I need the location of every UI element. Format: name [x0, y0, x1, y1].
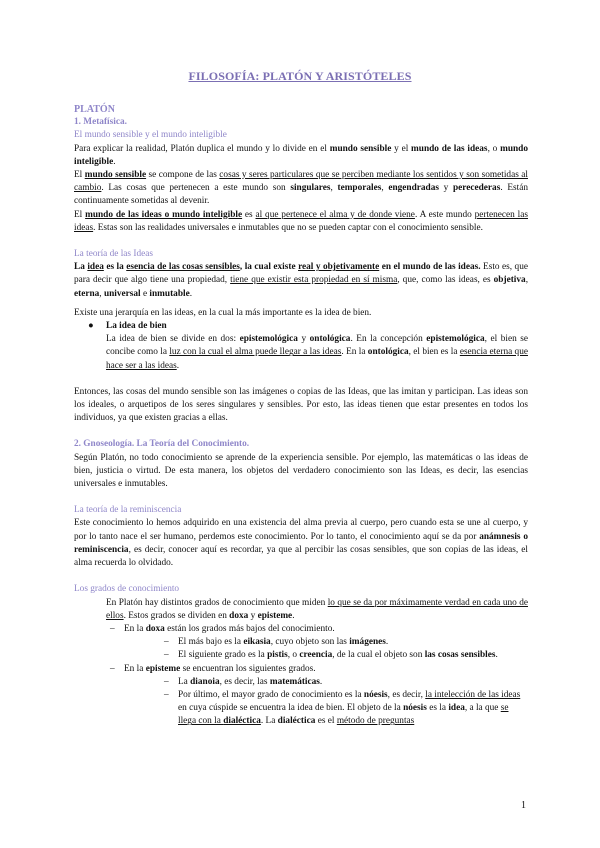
- subheading-grados: Los grados de conocimiento: [74, 584, 180, 595]
- section-heading-platon: PLATÓN: [74, 104, 115, 115]
- list-item: – En la episteme se encuentran los siguientes grados.: [110, 663, 316, 674]
- paragraph: En Platón hay distintos grados de conocimiento que miden lo que se da por máximamente verdad en cada uno de ellos. Estos grados se dividen en doxa y episteme.: [106, 597, 528, 621]
- bullet-icon: ●: [88, 321, 94, 332]
- paragraph: Este conocimiento lo hemos adquirido en una existencia del alma previa al cuerpo, pero cuando esta se une al cuerpo, y por lo tanto nace el ser humano, perdemos este conocimiento. Por lo tanto, el conocimiento aquí se da por anámnesis o reminiscencia, es decir, conocer aquí es recordar, ya que al percibir las cosas sensibles, que son copias de las ideas, el alma recuerda lo olvidado.: [74, 518, 528, 569]
- list-item: – En la doxa están los grados más bajos del conocimiento.: [110, 623, 335, 634]
- paragraph: El mundo sensible se compone de las cosas y seres particulares que se perciben mediante los sentidos y son sometidas al cambio. Las cosas que pertenecen a este mundo son singulares, temporales, engendradas y perecederas. Están continuamente sometidas al devenir.: [74, 170, 528, 207]
- paragraph: El mundo de las ideas o mundo inteligible es al que pertenece el alma y de donde viene. A este mundo pertenecen las ideas. Estas son las realidades universales e inmutables que no se pueden captar con el conocimiento sensible.: [74, 209, 528, 233]
- document-title: FILOSOFÍA: PLATÓN Y ARISTÓTELES: [188, 69, 412, 83]
- list-item: – Por último, el mayor grado de conocimiento es la nóesis, es decir, la intelección de las ideas en cuya cúspide se encuentra la idea de bien. El objeto de la nóesis es la idea, a la que se llega con la dialéctica. La dialéctica es el método de preguntas: [164, 689, 521, 727]
- bullet-item-idea-bien: [74, 320, 528, 373]
- subheading-reminiscencia: La teoría de la reminiscencia: [74, 505, 182, 516]
- paragraph: Según Platón, no todo conocimiento se aprende de la experiencia sensible. Por ejemplo, las matemáticas o las ideas de bien, justicia o virtud. De esta manera, los objetos del verdadero conocimiento son las Ideas, es decir, las esencias universales e inmutables.: [74, 452, 528, 490]
- paragraph: Entonces, las cosas del mundo sensible son las imágenes o copias de las Ideas, que las imitan y participan. Las ideas son los ideales, o arquetipos de los seres singulares y sensibles. Por esto, las ideas tienen que estar presentes en todos los individuos, ya que existen gracias a ellas.: [74, 386, 528, 424]
- subheading-teoria-ideas: La teoría de las Ideas: [74, 249, 153, 260]
- paragraph: Para explicar la realidad, Platón duplica el mundo y lo divide en el mundo sensible y el mundo de las ideas, o mundo inteligible.: [74, 143, 528, 167]
- list-item: – La dianoia, es decir, las matemáticas.: [164, 676, 323, 687]
- paragraph: La idea es la esencia de las cosas sensibles, la cual existe real y objetivamente en el mundo de las ideas. Esto es, que para decir que algo tiene una propiedad, tiene que existir esta propiedad en sí misma, que, como las ideas, es objetiva, eterna, universal e inmutable.: [74, 262, 529, 299]
- heading-gnoseologia: 2. Gnoseología. La Teoría del Conocimiento.: [74, 439, 250, 450]
- page-number: 1: [521, 800, 526, 811]
- list-item: – El siguiente grado es la pistis, o creencia, de la cual el objeto son las cosas sensibles.: [164, 650, 498, 661]
- paragraph: Existe una jerarquía en las ideas, en la cual la más importante es la idea de bien.: [74, 307, 372, 318]
- list-item: – El más bajo es la eikasia, cuyo objeto son las imágenes.: [164, 637, 389, 648]
- bullet-title: La idea de bien: [106, 321, 167, 332]
- heading-metafisica: 1. Metafísica.: [74, 117, 127, 128]
- subheading-mundos: El mundo sensible y el mundo inteligible: [74, 130, 227, 141]
- bullet-text: La idea de bien se divide en dos: epistemológica y ontológica. En la concepción epistemológica, el bien se concibe como la luz con la cual el alma puede llegar a las ideas. En la ontológica, el bien es la esencia eterna que hace ser a las ideas.: [106, 334, 528, 371]
- document-body: [74, 103, 528, 729]
